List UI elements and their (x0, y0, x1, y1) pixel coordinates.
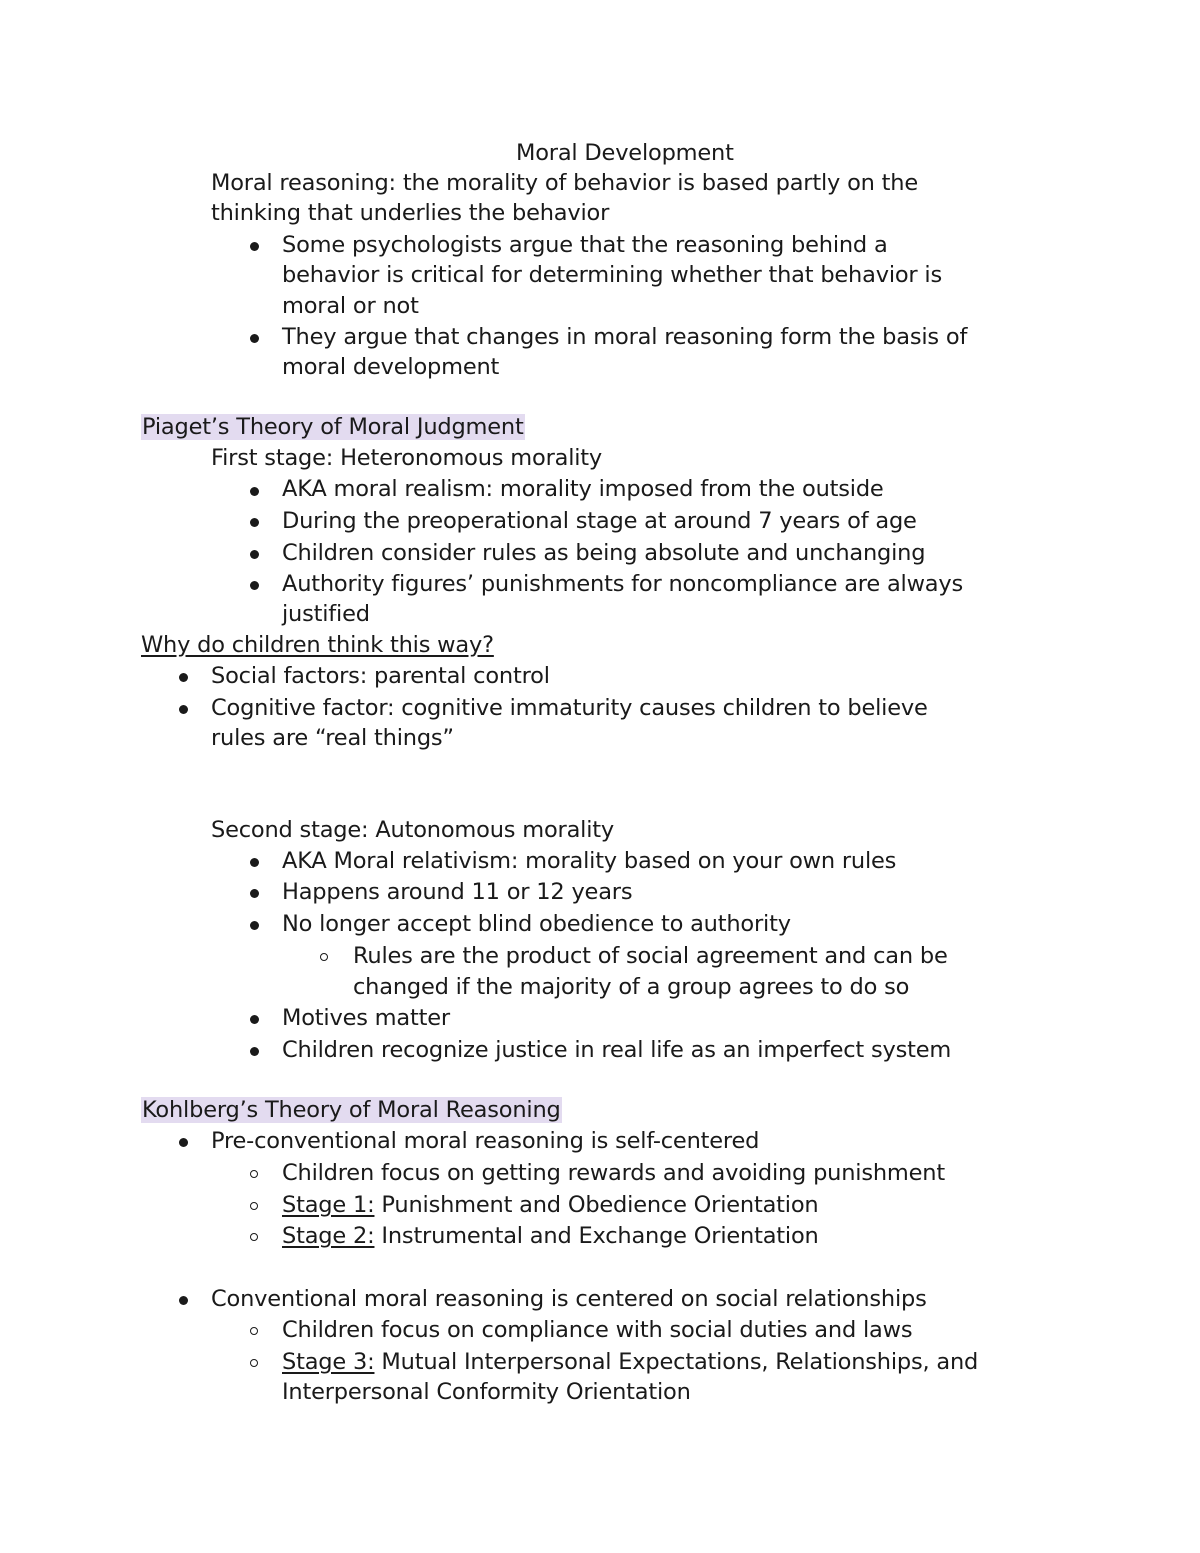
list-item-text: rules are “real things” (211, 725, 454, 751)
list-item-text: AKA moral realism: morality imposed from the outside (282, 476, 884, 502)
sub-list-item-text: Children focus on getting rewards and avoiding punishment (282, 1160, 945, 1186)
list-item-text: They argue that changes in moral reasoning form the basis of (282, 324, 968, 350)
list-item-text: moral or not (282, 293, 419, 319)
bullet-icon (250, 581, 259, 590)
sub-bullet-icon (250, 1233, 258, 1241)
bullet-icon (179, 1296, 188, 1305)
bullet-icon (179, 673, 188, 682)
sub-bullet-icon (250, 1202, 258, 1210)
bullet-icon (250, 487, 259, 496)
list-item-text: Authority figures’ punishments for noncompliance are always (282, 571, 964, 597)
definition-line-1: Moral reasoning: the morality of behavior is based partly on the (211, 170, 918, 196)
stage-1-text: Punishment and Obedience Orientation (374, 1192, 819, 1218)
list-item-text: AKA Moral relativism: morality based on your own rules (282, 848, 897, 874)
highlighted-heading: Piaget’s Theory of Moral Judgment (142, 414, 524, 440)
list-item-text: Cognitive factor: cognitive immaturity causes children to believe (211, 695, 928, 721)
stage-3-text: Mutual Interpersonal Expectations, Relationships, and (374, 1349, 979, 1375)
list-item-text: behavior is critical for determining whether that behavior is (282, 262, 943, 288)
section-heading-piaget (141, 412, 525, 443)
list-item-text: Social factors: parental control (211, 663, 550, 689)
bullet-icon (250, 1047, 259, 1056)
list-item-text: Some psychologists argue that the reasoning behind a (282, 232, 888, 258)
stage-2-text: Instrumental and Exchange Orientation (374, 1223, 819, 1249)
list-item-text: Happens around 11 or 12 years (282, 879, 633, 905)
list-item-text: During the preoperational stage at around 7 years of age (282, 508, 917, 534)
bullet-icon (250, 550, 259, 559)
page-title: Moral Development (516, 140, 734, 166)
list-item-text: Conventional moral reasoning is centered on social relationships (211, 1286, 927, 1312)
list-item-text: No longer accept blind obedience to authority (282, 911, 791, 937)
stage-2-line (282, 1221, 819, 1252)
bullet-icon (250, 889, 259, 898)
stage-1-label: Stage 1: (282, 1192, 375, 1218)
subheading-question: Why do children think this way? (141, 632, 494, 658)
list-item-text: Motives matter (282, 1005, 450, 1031)
list-item-text: justified (282, 601, 370, 627)
stage-3-line (282, 1347, 978, 1378)
sub-bullet-icon (250, 1327, 258, 1335)
highlighted-heading: Kohlberg’s Theory of Moral Reasoning (142, 1097, 561, 1123)
bullet-icon (250, 334, 259, 343)
stage-3-label: Stage 3: (282, 1349, 375, 1375)
definition-line-2: thinking that underlies the behavior (211, 200, 610, 226)
list-item-text: Children recognize justice in real life as an imperfect system (282, 1037, 952, 1063)
stage-label: Second stage: Autonomous morality (211, 817, 614, 843)
stage-2-label: Stage 2: (282, 1223, 375, 1249)
stage-label: First stage: Heteronomous morality (211, 445, 603, 471)
list-item-text: moral development (282, 354, 500, 380)
sub-bullet-icon (320, 953, 328, 961)
section-heading-kohlberg (141, 1095, 562, 1126)
sub-bullet-icon (250, 1359, 258, 1367)
sub-list-item-text: changed if the majority of a group agrees to do so (353, 974, 910, 1000)
list-item-text: Children consider rules as being absolute and unchanging (282, 540, 926, 566)
bullet-icon (250, 858, 259, 867)
bullet-icon (250, 1015, 259, 1024)
bullet-icon (250, 242, 259, 251)
sub-list-item-text: Rules are the product of social agreement and can be (353, 943, 948, 969)
bullet-icon (179, 1138, 188, 1147)
bullet-icon (250, 921, 259, 930)
bullet-icon (250, 518, 259, 527)
sub-list-item-text: Interpersonal Conformity Orientation (282, 1379, 691, 1405)
sub-bullet-icon (250, 1170, 258, 1178)
list-item-text: Pre-conventional moral reasoning is self-centered (211, 1128, 760, 1154)
sub-list-item-text: Children focus on compliance with social duties and laws (282, 1317, 913, 1343)
bullet-icon (179, 705, 188, 714)
stage-1-line (282, 1190, 819, 1221)
